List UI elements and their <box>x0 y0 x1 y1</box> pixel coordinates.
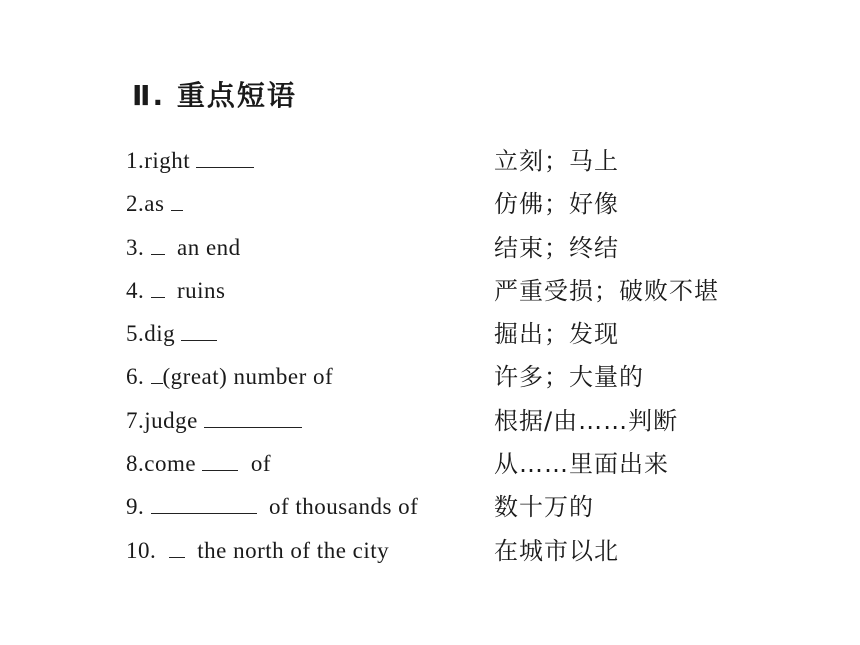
answer-blank[interactable] <box>151 497 257 514</box>
section-title: Ⅱ. 重点短语 <box>132 79 297 112</box>
item-number: 5. <box>126 321 145 347</box>
list-item <box>126 314 766 357</box>
answer-blank[interactable] <box>171 194 183 211</box>
phrase-after-blank: ruins <box>177 277 226 303</box>
phrase <box>126 444 271 484</box>
list-item <box>126 357 766 400</box>
phrase-before-blank: as <box>144 191 165 217</box>
answer-blank[interactable] <box>151 367 163 384</box>
phrase-meaning: 在城市以北 <box>494 536 619 565</box>
phrase-list <box>126 141 766 574</box>
item-number: 10. <box>126 537 157 563</box>
phrase-before-blank: judge <box>144 407 198 433</box>
answer-blank[interactable] <box>181 324 217 341</box>
answer-blank[interactable] <box>202 454 238 471</box>
list-item <box>126 444 766 487</box>
answer-blank[interactable] <box>169 541 185 558</box>
list-item <box>126 271 766 314</box>
phrase-meaning: 根据/由……判断 <box>494 406 679 435</box>
phrase-meaning: 仿佛；好像 <box>494 190 619 219</box>
list-item <box>126 184 766 227</box>
item-number: 2. <box>126 191 145 217</box>
item-number: 8. <box>126 451 145 477</box>
phrase-after-blank: (great) number of <box>162 364 334 390</box>
list-item <box>126 141 766 184</box>
phrase <box>126 314 217 354</box>
answer-blank[interactable] <box>204 411 302 428</box>
item-number: 4. <box>126 277 145 303</box>
phrase-meaning: 严重受损；破败不堪 <box>494 276 719 305</box>
phrase <box>126 271 226 311</box>
answer-blank[interactable] <box>196 151 254 168</box>
phrase <box>126 531 389 571</box>
phrase-before-blank: dig <box>144 321 176 347</box>
phrase <box>126 487 418 527</box>
item-number: 7. <box>126 407 145 433</box>
phrase-before-blank: come <box>144 451 197 477</box>
phrase <box>126 228 241 268</box>
phrase-meaning: 结束；终结 <box>494 233 619 262</box>
phrase-meaning: 掘出；发现 <box>494 320 619 349</box>
phrase-after-blank: of thousands of <box>269 494 419 520</box>
phrase <box>126 141 254 181</box>
item-number: 9. <box>126 494 145 520</box>
phrase-meaning: 数十万的 <box>494 493 594 522</box>
phrase <box>126 357 333 397</box>
item-number: 1. <box>126 148 145 173</box>
phrase <box>126 401 302 441</box>
phrase-meaning: 立刻；马上 <box>494 147 619 175</box>
answer-blank[interactable] <box>151 281 165 298</box>
list-item <box>126 531 766 574</box>
phrase-after-blank: of <box>250 451 271 477</box>
item-number: 3. <box>126 234 145 260</box>
phrase <box>126 184 183 224</box>
phrase-before-blank: right <box>144 148 191 173</box>
list-item <box>126 401 766 444</box>
phrase-meaning: 从……里面出来 <box>494 450 669 479</box>
list-item <box>126 487 766 530</box>
phrase-after-blank: an end <box>177 234 241 260</box>
answer-blank[interactable] <box>151 238 165 255</box>
list-item <box>126 228 766 271</box>
phrase-meaning: 许多；大量的 <box>494 363 644 392</box>
item-number: 6. <box>126 364 145 390</box>
phrase-after-blank: the north of the city <box>197 537 390 563</box>
